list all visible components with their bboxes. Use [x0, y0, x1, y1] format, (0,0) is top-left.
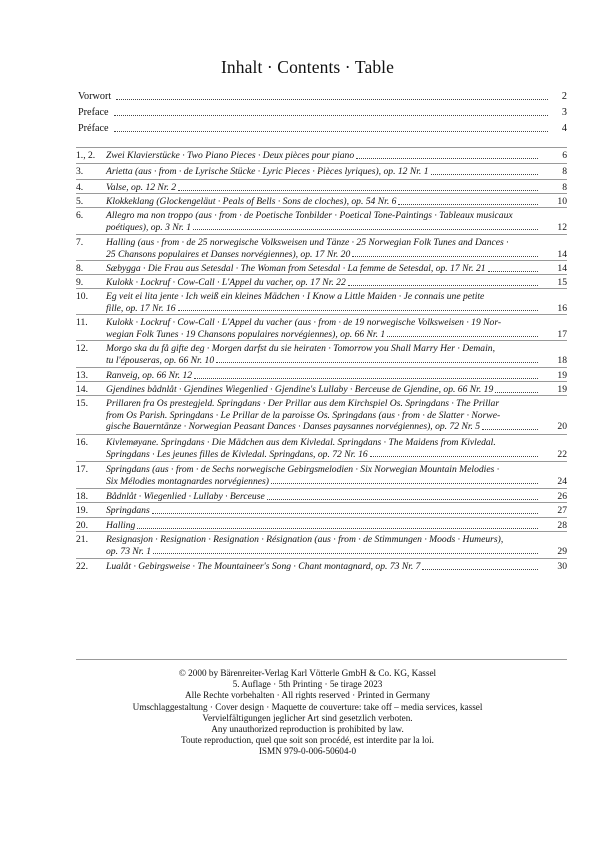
toc-separator [76, 558, 567, 559]
toc-entry-page: 29 [557, 545, 567, 557]
dot-leader [216, 362, 538, 363]
imprint-line: Umschlaggestaltung · Cover design · Maquette de couverture: take off – media services, kassel [132, 701, 483, 712]
toc-entry-page: 27 [557, 505, 567, 516]
dot-leader [116, 99, 548, 100]
toc-entry-page: 18 [557, 354, 567, 366]
toc-entry-page: 17 [557, 328, 567, 340]
toc-entry-page: 28 [557, 520, 567, 531]
toc-entry[interactable] [76, 196, 567, 208]
toc-entry-line: Springdans · Les jeunes filles de Kivledal. Springdans, op. 72 Nr. 16 [106, 448, 368, 460]
front-matter-page: 4 [561, 123, 567, 134]
toc-entry-title [106, 561, 543, 573]
toc-entry-number: 20. [76, 520, 88, 531]
toc-entry[interactable] [76, 237, 567, 260]
toc-entry-line: Morgo ska du få gifte deg · Morgen darfst du sie heiraten · Tomorrow you Shall Marry Her · Demain, [106, 343, 495, 354]
toc-entry[interactable] [76, 166, 567, 178]
imprint-divider [76, 659, 567, 660]
toc-entry-line: Allegro ma non troppo (aus · from · de Poetische Tonbilder · Poetical Tone-Paintings · Tableaux musicaux [106, 210, 513, 221]
imprint-line: © 2000 by Bärenreiter-Verlag Karl Vötterle GmbH & Co. KG, Kassel [178, 668, 437, 678]
toc-entry-number: 18. [76, 491, 88, 502]
dot-leader [114, 115, 548, 116]
toc-entry-line: Resignasjon · Resignation · Resignation · Résignation (aus · from · de Stimmungen · Moods · Humeurs), [106, 534, 504, 545]
toc-entry[interactable] [76, 277, 567, 289]
toc-entry-line: Lualåt · Gebirgsweise · The Mountaineer's Song · Chant montagnard, op. 73 Nr. 7 [106, 561, 421, 572]
toc-entry-title [106, 505, 543, 517]
toc-entry-number: 9. [76, 277, 84, 288]
toc-separator [76, 163, 567, 164]
toc-entry[interactable] [76, 150, 567, 162]
toc-entry-title [106, 166, 543, 178]
toc-entry-line: Springdans (aus · from · de Sechs norwegische Gebirgsmelodien · Six Norwegian Mountain Melodies · [106, 464, 500, 475]
toc-entry-title [106, 150, 543, 162]
dot-leader [267, 499, 538, 500]
dot-leader [152, 513, 538, 514]
toc-entry[interactable] [76, 534, 567, 557]
toc-entry-number: 19. [76, 505, 88, 516]
dot-leader [495, 392, 538, 393]
toc-entry-page: 15 [557, 277, 567, 288]
toc-entry-page: 22 [557, 448, 567, 460]
toc-entry-number: 11. [76, 317, 88, 328]
toc-entry-number: 7. [76, 237, 84, 248]
toc-entry[interactable] [76, 464, 567, 487]
toc-entry-line: wegian Folk Tunes · 19 Chansons populaires norvégiennes), op. 66 Nr. 1 [106, 328, 386, 340]
toc-separator [76, 260, 567, 261]
toc-entry-line: poétiques), op. 3 Nr. 1 [106, 221, 192, 233]
toc-entry-number: 14. [76, 384, 88, 395]
dot-leader [153, 553, 538, 554]
toc-entry-page: 6 [562, 150, 567, 161]
toc-separator [76, 193, 567, 194]
toc-entry-number: 4. [76, 182, 84, 193]
dot-leader [352, 256, 538, 257]
dot-leader [178, 310, 538, 311]
toc-entry-page: 24 [557, 475, 567, 487]
toc-entry[interactable] [76, 520, 567, 532]
toc-entry[interactable] [76, 384, 567, 396]
toc-entry-line: Six Mélodies montagnardes norvégiennes) [106, 475, 269, 487]
toc-entry[interactable] [76, 370, 567, 382]
toc-separator [76, 288, 567, 289]
toc-separator [76, 381, 567, 382]
toc-entry-title [106, 210, 543, 233]
imprint-line: Any unauthorized reproduction is prohibited by law. [211, 724, 404, 735]
imprint-line: Toute reproduction, quel que soit son procédé, est interdite par la loi. [181, 735, 434, 746]
toc-entry-number: 5. [76, 196, 84, 207]
toc-entry[interactable] [76, 182, 567, 194]
dot-leader [370, 456, 538, 457]
toc-entry-line: Halling (aus · from · de 25 norwegische Volksweisen und Tänze · 25 Norwegian Folk Tunes and Dances · [106, 237, 509, 248]
toc-separator [76, 147, 567, 148]
toc-entry-line: Kulokk · Lockruf · Cow-Call · L'Appel du vacher (aus · from · de 19 norwegische Volksweisen · 19 Nor- [106, 317, 502, 328]
front-matter-page: 2 [561, 91, 567, 102]
toc-entry-number: 13. [76, 370, 88, 381]
toc-entry-number: 15. [76, 398, 88, 409]
dot-leader [387, 336, 538, 337]
toc-entry-line: gische Bauerntänze · Norwegian Peasant Dances · Danses paysannes norvégiennes), op. 72 Nr. 5 [106, 421, 481, 433]
toc-entry-number: 17. [76, 464, 88, 475]
dot-leader [178, 190, 538, 191]
front-matter-page: 3 [561, 107, 567, 118]
toc-entry-page: 8 [562, 166, 567, 177]
toc-entry-title [106, 384, 543, 396]
toc-entry-title [106, 237, 543, 260]
toc-entry-title [106, 464, 543, 487]
toc-entry-number: 8. [76, 263, 84, 274]
toc-entry-line: from Os Parish. Springdans · Le Prillar de la paroisse Os. Springdans (aus · from · de Slatter · Norwe- [106, 409, 501, 421]
toc-entry-page: 10 [557, 196, 567, 207]
front-matter-item-vorwort[interactable] [78, 91, 567, 103]
toc-entry-page: 26 [557, 491, 567, 502]
dot-leader [114, 131, 548, 132]
toc-entry[interactable] [76, 343, 567, 366]
toc-entry-page: 16 [557, 302, 567, 314]
toc-separator [76, 234, 567, 235]
front-matter-label: Vorwort [78, 91, 112, 102]
toc-entry-line: Kulokk · Lockruf · Cow-Call · L'Appel du vacher, op. 17 Nr. 22 [106, 277, 346, 288]
toc-entry-number: 10. [76, 291, 88, 302]
toc-entry-page: 14 [557, 263, 567, 274]
dot-leader [137, 528, 538, 529]
toc-entry[interactable] [76, 505, 567, 517]
toc-entry-title [106, 263, 543, 275]
front-matter-label: Préface [78, 123, 109, 134]
toc-entry[interactable] [76, 398, 567, 433]
dot-leader [431, 174, 538, 175]
toc-separator [76, 207, 567, 208]
toc-entry-line: Valse, op. 12 Nr. 2 [106, 182, 177, 193]
toc-entry[interactable] [76, 491, 567, 503]
toc-entry-line: Prillaren fra Os prestegjeld. Springdans · Der Prillar aus dem Kirchspiel Os. Springdans · The Prillar [106, 398, 500, 409]
toc-entry-title [106, 196, 543, 208]
toc-entry-title [106, 343, 543, 366]
front-matter-item-preface-fr[interactable] [78, 123, 567, 135]
toc-entry-title [106, 491, 543, 503]
toc-entry-line: Halling [106, 520, 136, 531]
toc-separator [76, 434, 567, 435]
imprint-line: ISMN 979-0-006-50604-0 [258, 746, 357, 757]
toc-separator [76, 179, 567, 180]
toc-entry-title [106, 534, 543, 557]
dot-leader [356, 158, 538, 159]
toc-entry-page: 8 [562, 182, 567, 193]
toc-entry-line: Zwei Klavierstücke · Two Piano Pieces · Deux pièces pour piano [106, 150, 355, 161]
toc-entry-page: 20 [557, 421, 567, 433]
toc-entry-number: 1., 2. [76, 150, 96, 161]
front-matter-label: Preface [78, 107, 109, 118]
toc-entry-number: 21. [76, 534, 88, 545]
toc-entry[interactable] [76, 263, 567, 275]
imprint-line: Vervielfältigungen jeglicher Art sind gesetzlich verboten. [202, 712, 413, 723]
toc-entry-title [106, 291, 543, 314]
page-title: Inhalt · Contents · Table [221, 57, 394, 77]
imprint-line: 5. Auflage · 5th Printing · 5e tirage 2023 [232, 679, 383, 690]
dot-leader [194, 378, 538, 379]
toc-entry-title [106, 398, 543, 433]
toc-entry[interactable] [76, 291, 567, 314]
toc-entry-page: 14 [557, 248, 567, 260]
toc-entry-line: Arietta (aus · from · de Lyrische Stücke · Lyric Pieces · Pièces lyriques), op. 12 Nr. 1 [106, 166, 429, 177]
toc-entry-line: Eg veit ei lita jente · Ich weiß ein kleines Mädchen · I Know a Little Maiden · Je connais une petite [106, 291, 485, 302]
toc-entry-number: 12. [76, 343, 88, 354]
toc-entry[interactable] [76, 561, 567, 573]
toc-entry-page: 12 [557, 221, 567, 233]
toc-separator [76, 367, 567, 368]
toc-entry-line: Ranveig, op. 66 Nr. 12 [106, 370, 193, 381]
toc-entry[interactable] [76, 317, 567, 340]
dot-leader [271, 483, 538, 484]
toc-entry-title [106, 370, 543, 382]
toc-separator [76, 502, 567, 503]
toc-entry-page: 30 [557, 561, 567, 572]
toc-entry-number: 6. [76, 210, 84, 221]
toc-separator [76, 395, 567, 396]
imprint-block [0, 668, 615, 758]
toc-separator [76, 340, 567, 341]
dot-leader [488, 271, 538, 272]
toc-entry-title [106, 437, 543, 460]
dot-leader [422, 569, 538, 570]
dot-leader [482, 429, 538, 430]
toc-separator [76, 517, 567, 518]
toc-entry[interactable] [76, 210, 567, 233]
toc-entry-line: 25 Chansons populaires et Danses norvégiennes), op. 17 Nr. 20 [106, 248, 351, 260]
toc-entry-page: 19 [557, 384, 567, 395]
dot-leader [348, 285, 538, 286]
toc-separator [76, 488, 567, 489]
toc-entry-line: tu l'épouseras, op. 66 Nr. 10 [106, 354, 215, 366]
toc-entry-number: 16. [76, 437, 88, 448]
toc-entry[interactable] [76, 437, 567, 460]
toc-entry-line: Bådnlåt · Wiegenlied · Lullaby · Berceuse [106, 491, 265, 502]
toc-entry-line: Springdans [106, 505, 150, 516]
toc-separator [76, 314, 567, 315]
toc-entry-line: Sæbygga · Die Frau aus Setesdal · The Woman from Setesdal · La femme de Setesdal, op. 17 Nr. 21 [106, 263, 486, 274]
toc-entry-line: Klokkeklang (Glockengeläut · Peals of Bells · Sons de cloches), op. 54 Nr. 6 [106, 196, 397, 207]
toc-entry-title [106, 520, 543, 532]
dot-leader [398, 204, 538, 205]
toc-entry-number: 3. [76, 166, 84, 177]
toc-entry-number: 22. [76, 561, 88, 572]
toc-entry-line: op. 73 Nr. 1 [106, 545, 152, 557]
imprint-line: Alle Rechte vorbehalten · All rights reserved · Printed in Germany [185, 690, 430, 701]
dot-leader [193, 229, 538, 230]
toc-entry-line: Gjendines bådnlåt · Gjendines Wiegenlied · Gjendine's Lullaby · Berceuse de Gjendine, op. 66 Nr. 19 [106, 384, 494, 395]
toc-entry-page: 19 [557, 370, 567, 381]
toc-entry-line: fille, op. 17 Nr. 16 [106, 302, 176, 314]
toc-entry-title [106, 182, 543, 194]
toc-entry-title [106, 277, 543, 289]
toc-entry-line: Kivlemøyane. Springdans · Die Mädchen aus dem Kivledal. Springdans · The Maidens from Kivledal. [106, 437, 496, 448]
toc-separator [76, 274, 567, 275]
front-matter-item-preface[interactable] [78, 107, 567, 119]
toc-separator [76, 461, 567, 462]
toc-separator [76, 531, 567, 532]
toc-entry-title [106, 317, 543, 340]
